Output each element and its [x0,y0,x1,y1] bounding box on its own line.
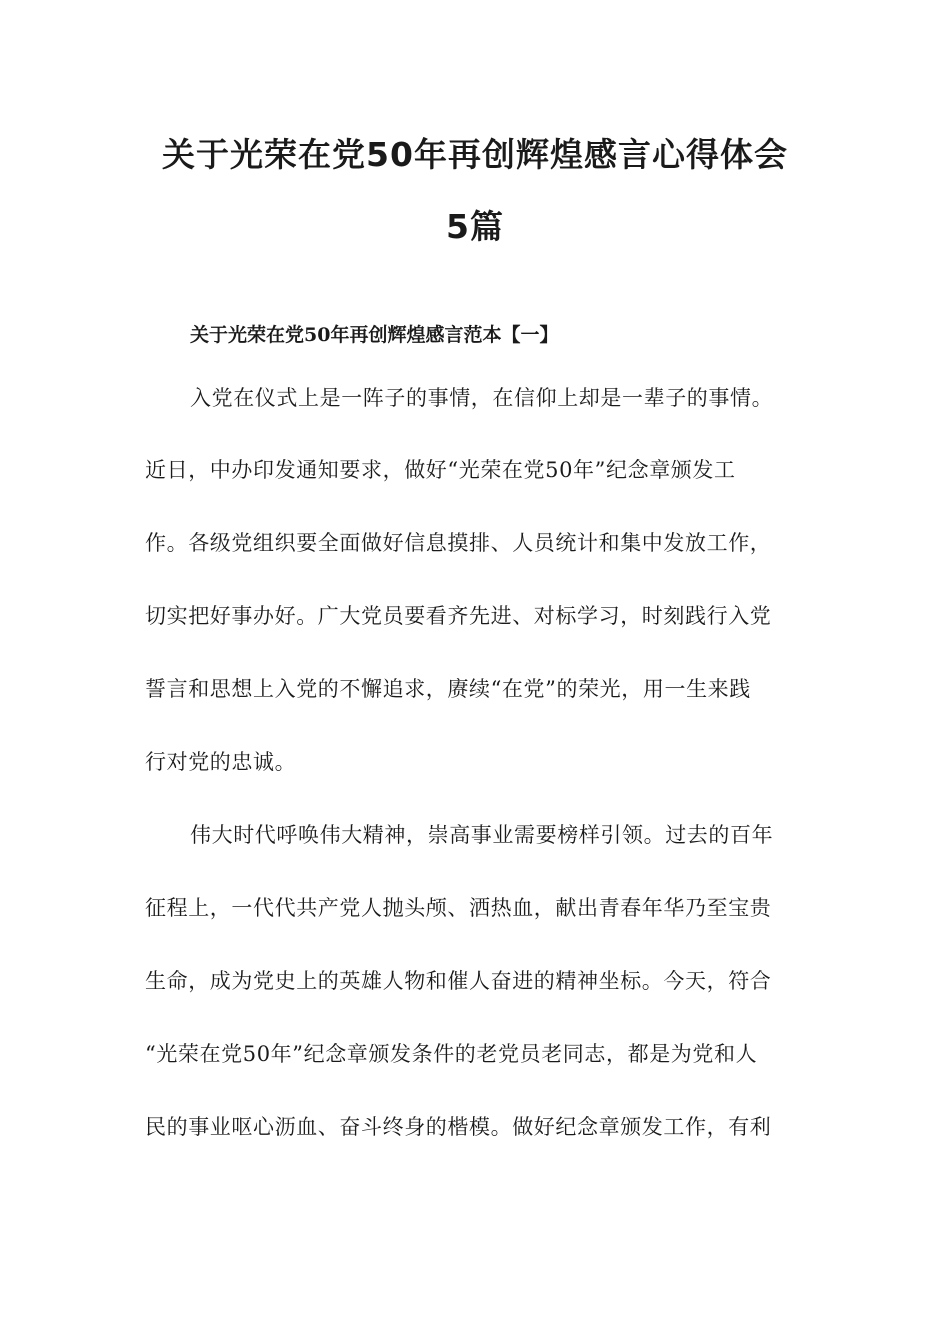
paragraph-1-line-1: 入党在仪式上是一阵子的事情，在信仰上却是一辈子的事情。 [190,386,774,410]
paragraph-2-line-4: “光荣在党50年”纪念章颁发条件的老党员老同志，都是为党和人 [145,1042,758,1066]
paragraph-2-line-1: 伟大时代呼唤伟大精神，崇高事业需要榜样引领。过去的百年 [190,823,774,847]
paragraph-2-line-2: 征程上，一代代共产党人抛头颅、洒热血，献出青春年华乃至宝贵 [145,896,772,920]
paragraph-1-line-4: 切实把好事办好。广大党员要看齐先进、对标学习，时刻践行入党 [145,604,772,628]
paragraph-1-line-3: 作。各级党组织要全面做好信息摸排、人员统计和集中发放工作， [145,531,772,555]
paragraph-1-line-6: 行对党的忠诚。 [145,750,297,774]
section-heading: 关于光荣在党50年再创辉煌感言范本【一】 [190,324,559,346]
paragraph-2-line-5: 民的事业呕心沥血、奋斗终身的楷模。做好纪念章颁发工作，有利 [145,1115,772,1139]
document-title-line-1: 关于光荣在党50年再创辉煌感言心得体会 [162,135,788,174]
document-title-line-2: 5篇 [446,207,504,246]
paragraph-1-line-5: 誓言和思想上入党的不懈追求，赓续“在党”的荣光，用一生来践 [145,677,751,701]
paragraph-2-line-3: 生命，成为党史上的英雄人物和催人奋进的精神坐标。今天，符合 [145,969,772,993]
paragraph-1-line-2: 近日，中办印发通知要求，做好“光荣在党50年”纪念章颁发工 [145,458,736,482]
